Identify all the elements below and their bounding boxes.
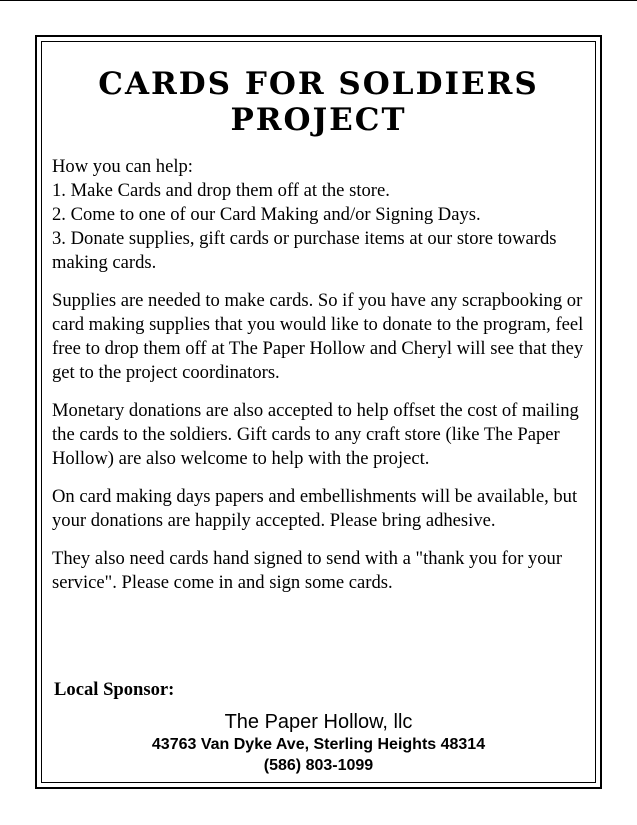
flyer-frame [35, 35, 602, 789]
sponsor-address: 43763 Van Dyke Ave, Sterling Heights 48314 [151, 736, 486, 753]
flyer-title-line-1: CARDS FOR SOLDIERS [98, 66, 539, 102]
flyer-body [52, 155, 592, 609]
how-to-help-heading: How you can help: [52, 156, 193, 177]
card-making-days-paragraph: On card making days papers and embellishments will be available, but your donations are happily accepted. Please bring adhesive. [52, 486, 578, 531]
flyer-title-line-2: PROJECT [230, 102, 407, 138]
local-sponsor-label: Local Sponsor: [54, 679, 175, 700]
flyer-inner-frame [41, 41, 596, 783]
help-item: 2. Come to one of our Card Making and/or Signing Days. [52, 204, 481, 225]
monetary-donations-paragraph: Monetary donations are also accepted to help offset the cost of mailing the cards to the soldiers. Gift cards to any craft store (like The Paper Hollow) are also welcome to help with the project. [52, 400, 579, 469]
sponsor-phone: (586) 803-1099 [263, 757, 374, 774]
help-item: 3. Donate supplies, gift cards or purchase items at our store towards making cards. [52, 228, 557, 273]
signing-cards-paragraph: They also need cards hand signed to send with a "thank you for your service". Please come in and sign some cards. [52, 548, 563, 593]
flyer-title [42, 66, 595, 138]
help-item: 1. Make Cards and drop them off at the store. [52, 180, 390, 201]
sponsor-name: The Paper Hollow, llc [224, 711, 413, 733]
sponsor-info [42, 710, 595, 776]
how-to-help-section [52, 155, 592, 275]
supplies-paragraph: Supplies are needed to make cards. So if you have any scrapbooking or card making supplies that you would like to donate to the program, feel free to drop them off at The Paper Hollow and Cheryl will see that they get to the project coordinators. [52, 290, 584, 383]
top-rule [0, 0, 637, 1]
